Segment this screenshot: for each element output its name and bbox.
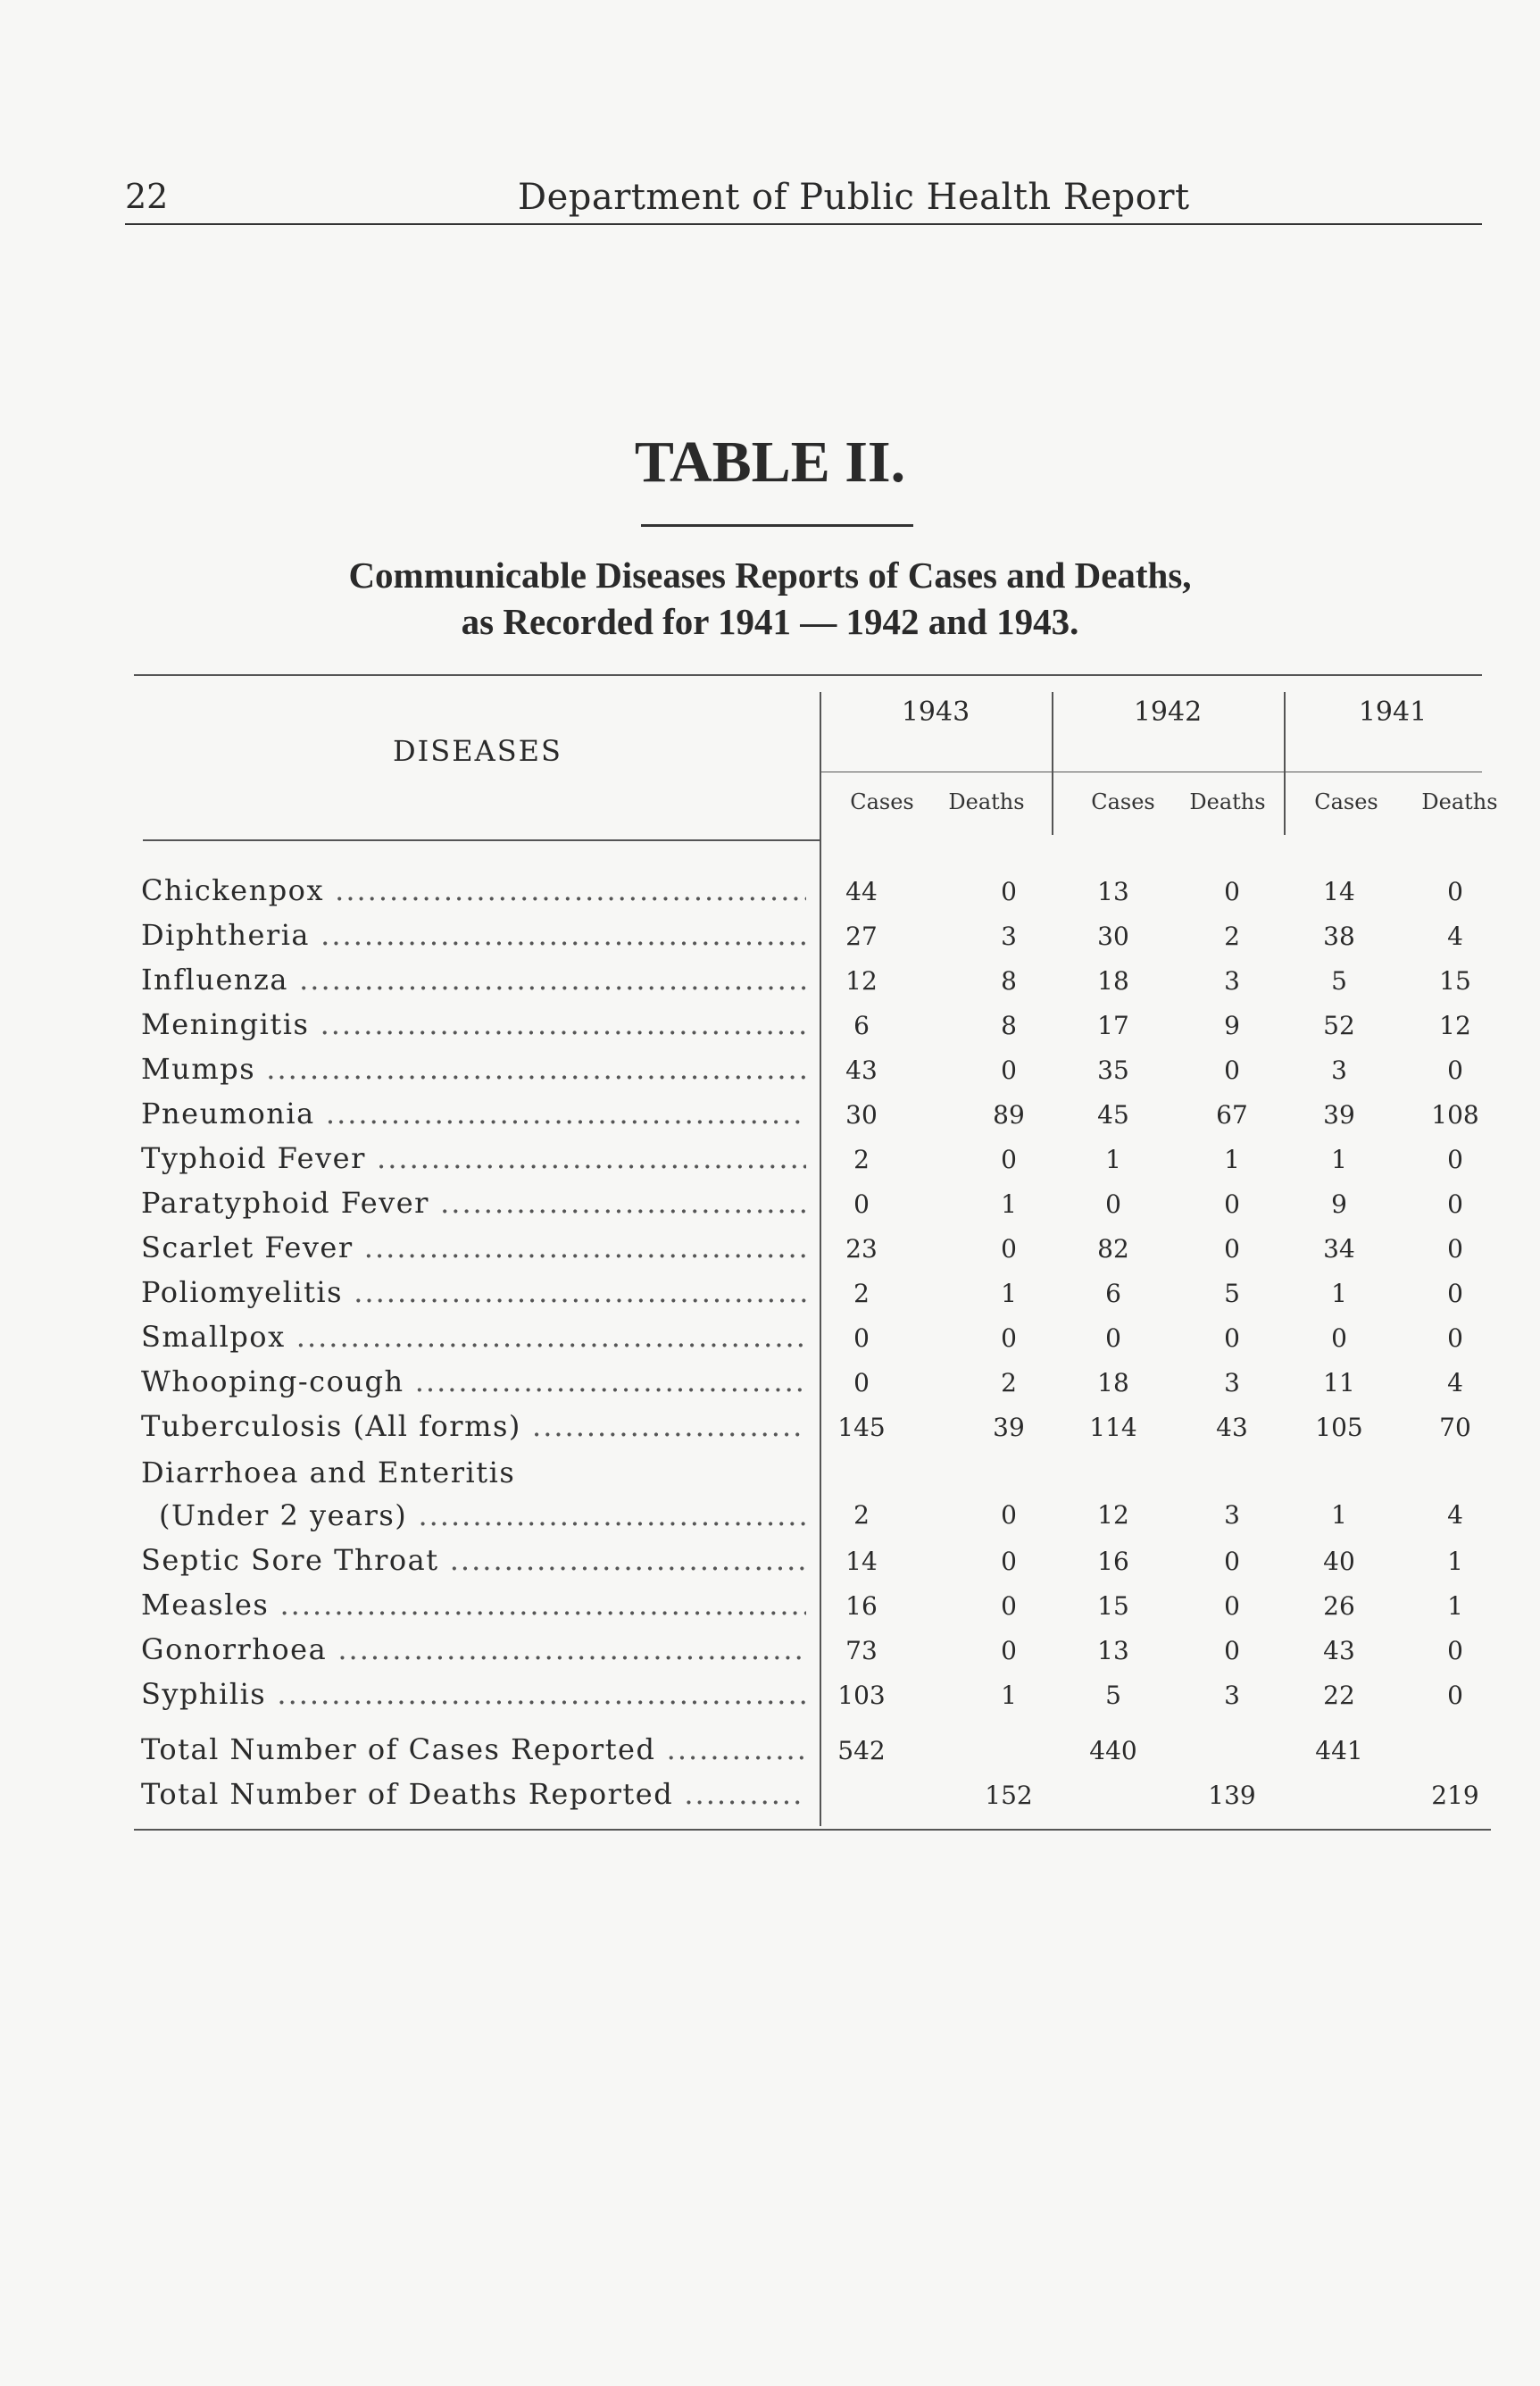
cell-1943-deaths: 0 bbox=[1001, 1547, 1017, 1576]
table-row bbox=[0, 1588, 1540, 1632]
cell-1942-deaths: 0 bbox=[1224, 1591, 1240, 1621]
cell-1941-deaths: 12 bbox=[1439, 1011, 1471, 1040]
sub-header-deaths-1941: Deaths bbox=[1421, 789, 1498, 814]
cell-1943-deaths: 1 bbox=[1001, 1681, 1017, 1710]
table-row bbox=[0, 1052, 1540, 1097]
cell-1943-deaths: 0 bbox=[1001, 1145, 1017, 1174]
cell-1941-deaths: 1 bbox=[1447, 1547, 1463, 1576]
cell-1941-deaths: 0 bbox=[1447, 1279, 1463, 1308]
cell-1942-cases: 45 bbox=[1097, 1100, 1129, 1130]
cell-1942-deaths: 3 bbox=[1224, 1681, 1240, 1710]
cell-1943-cases: 44 bbox=[845, 877, 878, 906]
disease-name: Total Number of Cases Reported ..... bbox=[141, 1732, 806, 1773]
disease-name: Gonorrhoea ..... bbox=[141, 1632, 806, 1673]
header-bottom-rule bbox=[143, 839, 821, 841]
cell-1942-cases: 5 bbox=[1105, 1681, 1121, 1710]
disease-name: Diarrhoea and Enteritis bbox=[141, 1456, 516, 1489]
table-row bbox=[0, 1275, 1540, 1320]
cell-1942-deaths: 5 bbox=[1224, 1279, 1240, 1308]
cell-1941-deaths: 4 bbox=[1447, 1500, 1463, 1530]
cell-1943-deaths: 1 bbox=[1001, 1189, 1017, 1219]
table-row bbox=[0, 918, 1540, 963]
cell-1943-cases: 73 bbox=[845, 1636, 878, 1665]
cell-1941-deaths: 0 bbox=[1447, 1055, 1463, 1085]
sub-header-deaths-1942: Deaths bbox=[1189, 789, 1266, 814]
cell-1941-cases: 39 bbox=[1323, 1100, 1355, 1130]
disease-name: Typhoid Fever ..... bbox=[141, 1141, 806, 1182]
cell-1943-deaths: 0 bbox=[1001, 1500, 1017, 1530]
year-1943: 1943 bbox=[901, 697, 970, 728]
cell-1943-deaths: 0 bbox=[1001, 877, 1017, 906]
cell-1943-deaths: 0 bbox=[1001, 1055, 1017, 1085]
cell-1941-cases: 52 bbox=[1323, 1011, 1355, 1040]
disease-name: Measles ..... bbox=[141, 1588, 806, 1629]
cell-1941-deaths: 108 bbox=[1431, 1100, 1479, 1130]
cell-1942-cases: 13 bbox=[1097, 1636, 1129, 1665]
cell-1941-cases: 34 bbox=[1323, 1234, 1355, 1264]
cell-1943-deaths: 152 bbox=[985, 1781, 1033, 1810]
cell-1942-cases: 15 bbox=[1097, 1591, 1129, 1621]
title-rule bbox=[641, 524, 913, 527]
cell-1941-cases: 1 bbox=[1331, 1500, 1347, 1530]
cell-1941-deaths: 0 bbox=[1447, 1145, 1463, 1174]
running-title: Department of Public Health Report bbox=[518, 177, 1190, 218]
cell-1943-deaths: 3 bbox=[1001, 922, 1017, 951]
disease-name: Smallpox ..... bbox=[141, 1320, 806, 1361]
cell-1942-cases: 0 bbox=[1105, 1189, 1121, 1219]
cell-1941-cases: 5 bbox=[1331, 966, 1347, 996]
cell-1943-cases: 145 bbox=[837, 1413, 886, 1442]
cell-1942-cases: 0 bbox=[1105, 1323, 1121, 1353]
cell-1942-cases: 440 bbox=[1089, 1736, 1137, 1765]
disease-name-line-2: (Under 2 years) ..... bbox=[159, 1498, 806, 1539]
disease-name: Tuberculosis (All forms) ..... bbox=[141, 1409, 806, 1450]
cell-1941-cases: 105 bbox=[1315, 1413, 1363, 1442]
cell-1942-cases: 13 bbox=[1097, 877, 1129, 906]
cell-1942-deaths: 139 bbox=[1208, 1781, 1256, 1810]
cell-1942-cases: 35 bbox=[1097, 1055, 1129, 1085]
page-number: 22 bbox=[125, 177, 169, 216]
cell-1941-cases: 3 bbox=[1331, 1055, 1347, 1085]
cell-1942-cases: 1 bbox=[1105, 1145, 1121, 1174]
sub-header-deaths-1943: Deaths bbox=[948, 789, 1025, 814]
cell-1941-cases: 26 bbox=[1323, 1591, 1355, 1621]
cell-1942-deaths: 0 bbox=[1224, 1189, 1240, 1219]
cell-1942-cases: 82 bbox=[1097, 1234, 1129, 1264]
cell-1942-cases: 18 bbox=[1097, 1368, 1129, 1397]
cell-1941-cases: 43 bbox=[1323, 1636, 1355, 1665]
cell-1943-deaths: 2 bbox=[1001, 1368, 1017, 1397]
cell-1943-cases: 43 bbox=[845, 1055, 878, 1085]
cell-1941-deaths: 4 bbox=[1447, 922, 1463, 951]
cell-1943-deaths: 0 bbox=[1001, 1636, 1017, 1665]
disease-name: Diphtheria ..... bbox=[141, 918, 806, 959]
cell-1943-cases: 30 bbox=[845, 1100, 878, 1130]
table-row bbox=[0, 1186, 1540, 1231]
cell-1943-cases: 27 bbox=[845, 922, 878, 951]
disease-name: Syphilis ..... bbox=[141, 1677, 806, 1718]
cell-1943-deaths: 0 bbox=[1001, 1591, 1017, 1621]
sub-header-cases-1942: Cases bbox=[1091, 789, 1155, 814]
cell-1943-cases: 14 bbox=[845, 1547, 878, 1576]
cell-1942-cases: 16 bbox=[1097, 1547, 1129, 1576]
cell-1943-cases: 0 bbox=[853, 1189, 870, 1219]
cell-1942-deaths: 0 bbox=[1224, 877, 1240, 906]
table-row bbox=[0, 1097, 1540, 1141]
cell-1943-cases: 103 bbox=[837, 1681, 886, 1710]
cell-1942-deaths: 9 bbox=[1224, 1011, 1240, 1040]
disease-name: Mumps ..... bbox=[141, 1052, 806, 1093]
disease-name: Influenza ..... bbox=[141, 963, 806, 1004]
subtitle-line-2: as Recorded for 1941 — 1942 and 1943. bbox=[461, 601, 1079, 642]
cell-1943-cases: 2 bbox=[853, 1500, 870, 1530]
table-row bbox=[0, 1141, 1540, 1186]
cell-1941-cases: 1 bbox=[1331, 1145, 1347, 1174]
table-top-rule bbox=[134, 674, 1482, 676]
cell-1941-deaths: 4 bbox=[1447, 1368, 1463, 1397]
table-row bbox=[0, 1320, 1540, 1364]
cell-1941-cases: 38 bbox=[1323, 922, 1355, 951]
table-row bbox=[0, 1543, 1540, 1588]
cell-1942-deaths: 0 bbox=[1224, 1323, 1240, 1353]
table-row bbox=[0, 1632, 1540, 1677]
table-row bbox=[0, 1007, 1540, 1052]
disease-name: Poliomyelitis ..... bbox=[141, 1275, 806, 1316]
year-1941: 1941 bbox=[1358, 697, 1428, 728]
cell-1941-deaths: 0 bbox=[1447, 1323, 1463, 1353]
cell-1942-deaths: 2 bbox=[1224, 922, 1240, 951]
cell-1941-cases: 9 bbox=[1331, 1189, 1347, 1219]
table-title: TABLE II. bbox=[634, 430, 906, 495]
cell-1943-cases: 0 bbox=[853, 1323, 870, 1353]
cell-1942-cases: 18 bbox=[1097, 966, 1129, 996]
table-row-total-deaths bbox=[0, 1777, 1540, 1822]
cell-1943-cases: 2 bbox=[853, 1279, 870, 1308]
cell-1943-deaths: 0 bbox=[1001, 1234, 1017, 1264]
disease-name: Paratyphoid Fever ..... bbox=[141, 1186, 806, 1227]
cell-1942-deaths: 43 bbox=[1216, 1413, 1248, 1442]
running-head bbox=[125, 170, 1482, 225]
cell-1942-deaths: 3 bbox=[1224, 966, 1240, 996]
cell-1943-cases: 2 bbox=[853, 1145, 870, 1174]
disease-name: Chickenpox ..... bbox=[141, 873, 806, 914]
cell-1942-cases: 12 bbox=[1097, 1500, 1129, 1530]
cell-1942-deaths: 0 bbox=[1224, 1234, 1240, 1264]
cell-1942-cases: 114 bbox=[1089, 1413, 1137, 1442]
disease-name: Whooping-cough ..... bbox=[141, 1364, 806, 1406]
subtitle-line-1: Communicable Diseases Reports of Cases and Deaths, bbox=[348, 555, 1192, 596]
cell-1942-cases: 6 bbox=[1105, 1279, 1121, 1308]
cell-1941-cases: 22 bbox=[1323, 1681, 1355, 1710]
table-row bbox=[0, 1456, 1540, 1541]
cell-1943-cases: 6 bbox=[853, 1011, 870, 1040]
cell-1943-cases: 16 bbox=[845, 1591, 878, 1621]
cell-1943-deaths: 39 bbox=[993, 1413, 1025, 1442]
cell-1943-deaths: 0 bbox=[1001, 1323, 1017, 1353]
cell-1943-deaths: 8 bbox=[1001, 1011, 1017, 1040]
cell-1943-deaths: 8 bbox=[1001, 966, 1017, 996]
cell-1942-deaths: 0 bbox=[1224, 1636, 1240, 1665]
table-row bbox=[0, 1677, 1540, 1722]
cell-1941-cases: 40 bbox=[1323, 1547, 1355, 1576]
table-row bbox=[0, 873, 1540, 918]
cell-1941-deaths: 1 bbox=[1447, 1591, 1463, 1621]
diseases-header: DISEASES bbox=[393, 734, 562, 768]
cell-1942-deaths: 3 bbox=[1224, 1500, 1240, 1530]
cell-1943-deaths: 1 bbox=[1001, 1279, 1017, 1308]
cell-1943-cases: 0 bbox=[853, 1368, 870, 1397]
cell-1941-cases: 11 bbox=[1323, 1368, 1355, 1397]
year-1942: 1942 bbox=[1133, 697, 1203, 728]
table-bottom-rule bbox=[134, 1829, 1491, 1831]
cell-1941-cases: 441 bbox=[1315, 1736, 1363, 1765]
sub-header-cases-1941: Cases bbox=[1314, 789, 1378, 814]
cell-1943-cases: 542 bbox=[837, 1736, 886, 1765]
disease-name: Pneumonia ..... bbox=[141, 1097, 806, 1138]
cell-1941-deaths: 0 bbox=[1447, 1681, 1463, 1710]
cell-1941-deaths: 0 bbox=[1447, 1189, 1463, 1219]
table-row bbox=[0, 1409, 1540, 1454]
cell-1941-deaths: 0 bbox=[1447, 1234, 1463, 1264]
table-row bbox=[0, 1364, 1540, 1409]
cell-1942-deaths: 0 bbox=[1224, 1547, 1240, 1576]
cell-1941-deaths: 0 bbox=[1447, 877, 1463, 906]
disease-name: Scarlet Fever ..... bbox=[141, 1231, 806, 1272]
disease-name: Meningitis ..... bbox=[141, 1007, 806, 1048]
cell-1941-cases: 14 bbox=[1323, 877, 1355, 906]
disease-name: Total Number of Deaths Reported ..... bbox=[141, 1777, 806, 1818]
cell-1943-cases: 23 bbox=[845, 1234, 878, 1264]
sub-header-cases-1943: Cases bbox=[850, 789, 914, 814]
cell-1943-deaths: 89 bbox=[993, 1100, 1025, 1130]
table-row-total-cases bbox=[0, 1732, 1540, 1777]
cell-1941-deaths: 70 bbox=[1439, 1413, 1471, 1442]
cell-1941-deaths: 219 bbox=[1431, 1781, 1479, 1810]
cell-1942-cases: 17 bbox=[1097, 1011, 1129, 1040]
cell-1942-deaths: 1 bbox=[1224, 1145, 1240, 1174]
cell-1942-deaths: 0 bbox=[1224, 1055, 1240, 1085]
cell-1941-cases: 1 bbox=[1331, 1279, 1347, 1308]
cell-1941-deaths: 15 bbox=[1439, 966, 1471, 996]
cell-1941-deaths: 0 bbox=[1447, 1636, 1463, 1665]
divider-1943-1942 bbox=[1052, 692, 1053, 835]
disease-name: Septic Sore Throat ..... bbox=[141, 1543, 806, 1584]
table-row bbox=[0, 963, 1540, 1007]
cell-1942-deaths: 3 bbox=[1224, 1368, 1240, 1397]
cell-1941-cases: 0 bbox=[1331, 1323, 1347, 1353]
cell-1942-cases: 30 bbox=[1097, 922, 1129, 951]
table-row bbox=[0, 1231, 1540, 1275]
cell-1943-cases: 12 bbox=[845, 966, 878, 996]
cell-1942-deaths: 67 bbox=[1216, 1100, 1248, 1130]
